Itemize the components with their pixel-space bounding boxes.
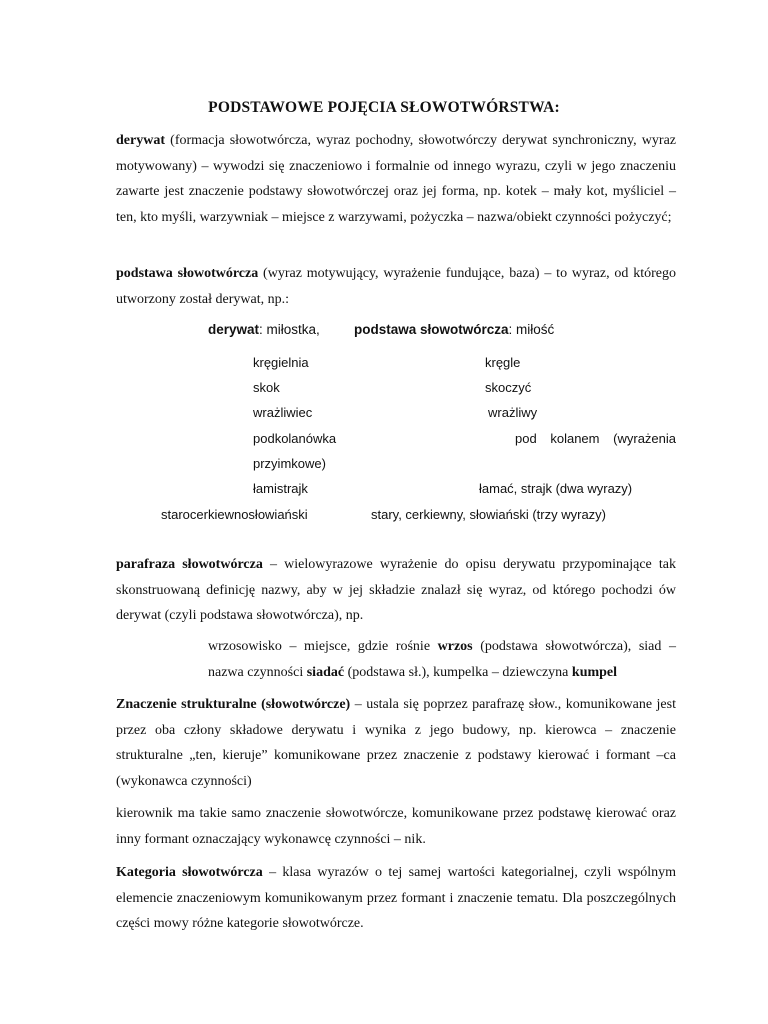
paragraph-text: – klasa wyrazów o tej samej wartości kategorialnej, czyli wspólnym elemencie znaczeniowym komunikowanym przez formant i znaczenie tematu. Dla poszczególnych części mowy różne kategorie słowotwórcze. (116, 865, 676, 931)
paragraph-text: – ustala się poprzez parafrazę słow., komunikowane jest przez oba człony składowe derywatu i wynika z jego budowy, np. kierowca – znaczenie strukturalne „ten, kieruje” komunikowane przez znaczenie z podstawy kierować i formant –ca (wykonawca czynności) (116, 697, 676, 789)
paragraph-kategoria (116, 860, 676, 937)
example-base: stary, cerkiewny, słowiański (trzy wyrazy) (371, 507, 606, 522)
example-derived: wrażliwiec (253, 405, 313, 420)
paragraph-parafraza (116, 552, 676, 629)
example-base: skoczyć (485, 380, 532, 395)
paragraph-znaczenie (116, 692, 676, 794)
example-text: wrzosowisko – miejsce, gdzie rośnie (208, 639, 438, 654)
paragraph-text: – wielowyrazowe wyrażenie do opisu derywatu przypominające tak skonstruowaną definicję nazwy, aby w jej składzie znalazł się wyraz, od którego pochodzi ów derywat (czyli podstawa słowotwórcza), np. (116, 557, 677, 623)
paragraph-examples (208, 634, 676, 685)
example-header-left (208, 322, 320, 337)
paragraph-text: (formacja słowotwórcza, wyraz pochodny, słowotwórczy derywat synchroniczny, wyraz motywowany) – wywodzi się znaczeniowo i formalnie od innego wyrazu, czyli w jego znaczeniu zawarte jest znaczenie podstawy słowotwórczej oraz jej forma, np. kotek – mały kot, myśliciel – ten, kto myśli, warzywniak – miejsce z warzywami, pożyczka – nazwa/obiekt czynności pożyczyć; (116, 133, 676, 225)
term-znaczenie: Znaczenie strukturalne (słowotwórcze) (116, 697, 351, 712)
paragraph-podstawa (116, 261, 676, 312)
term-podstawa: podstawa słowotwórcza (116, 266, 259, 281)
term-kategoria: Kategoria słowotwórcza (116, 865, 263, 880)
example-header-right (354, 322, 554, 337)
example-base: pod kolanem (wyrażenia (515, 431, 676, 446)
page-title: PODSTAWOWE POJĘCIA SŁOWOTWÓRSTWA: (208, 99, 560, 116)
paragraph-derywat (116, 128, 676, 230)
example-bold: kumpel (571, 664, 618, 680)
header-value: : miłostka, (259, 322, 320, 337)
example-bold: wrzos (437, 639, 473, 654)
example-derived: skok (253, 380, 280, 395)
example-base: łamać, strajk (dwa wyrazy) (479, 481, 633, 496)
example-derived: łamistrajk (253, 481, 308, 496)
example-text: (podstawa słowotwórcza), siad – nazwa czynności (208, 639, 676, 680)
header-value: : miłość (508, 322, 555, 337)
header-term: derywat (208, 322, 260, 337)
header-term: podstawa słowotwórcza (354, 322, 509, 337)
example-derived: kręgielnia (253, 355, 309, 370)
example-derived: podkolanówka (253, 431, 337, 446)
term-derywat: derywat (116, 133, 165, 148)
example-derived: starocerkiewnosłowiański (161, 507, 308, 522)
paragraph-kierownik: kierownik ma takie samo znaczenie słowotwórcze, komunikowane przez podstawę kierować oraz inny formant oznaczający wykonawcę czynności – nik. (116, 806, 676, 847)
example-base: kręgle (485, 355, 521, 370)
term-parafraza: parafraza słowotwórcza (116, 557, 263, 572)
example-base: wrażliwy (488, 405, 538, 420)
example-bold: siadać (306, 664, 345, 680)
example-derived: przyimkowe) (253, 456, 326, 471)
example-text: (podstawa sł.), kumpelka – dziewczyna (344, 664, 572, 680)
paragraph-text: (wyraz motywujący, wyrażenie fundujące, baza) – to wyraz, od którego utworzony został derywat, np.: (116, 266, 677, 307)
